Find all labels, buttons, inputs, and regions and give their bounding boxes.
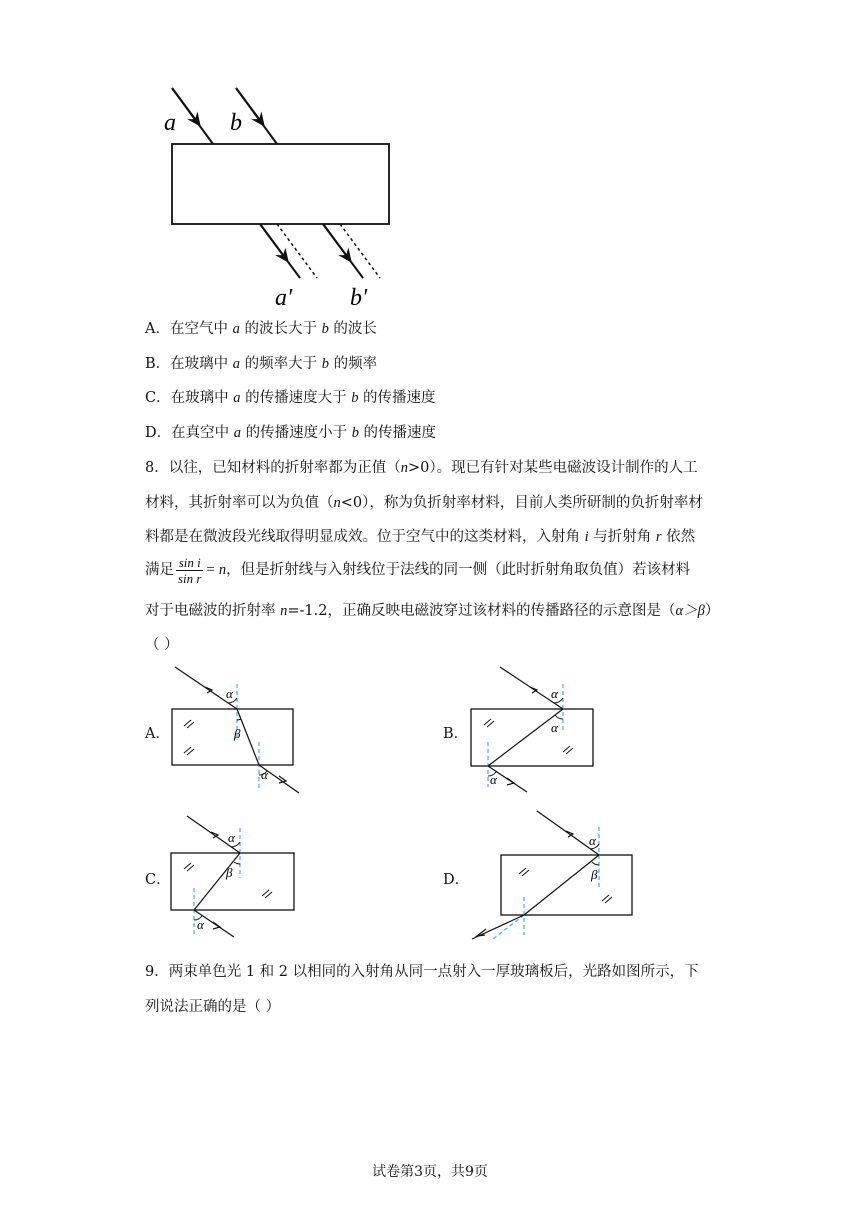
hatch-marks — [484, 719, 573, 754]
refracted-ray — [488, 709, 563, 766]
diagram-d — [465, 805, 640, 945]
q8-option-b-label: B． — [443, 726, 469, 742]
svg-text:α: α — [589, 833, 596, 848]
q8-option-c-label: C． — [145, 872, 171, 888]
q8-line-1: 8．以往，已知材料的折射率都为正值（n>0）。现已有针对某些电磁波设计制作的人工 — [145, 460, 698, 476]
diagram-a-slab — [172, 709, 293, 765]
diagram-d-slab — [501, 855, 632, 915]
diagram-c — [165, 808, 310, 943]
q8-answer-paren: （ ） — [145, 637, 179, 653]
hatch-marks — [519, 868, 612, 903]
page-footer: 试卷第3页，共9页 — [372, 1164, 488, 1180]
glass-slab — [172, 144, 389, 224]
svg-text:α: α — [261, 767, 268, 782]
figure-parallel-slab — [150, 80, 410, 310]
q9-line-1: 9．两束单色光 1 和 2 以相同的入射角从同一点射入一厚玻璃板后，光路如图所示，下 — [145, 964, 699, 980]
diagram-b-slab — [471, 709, 593, 766]
q8-line-3: 料都是在微波段光线取得明显成效。位于空气中的这类材料，入射角 i 与折射角 r 依然 — [145, 529, 696, 545]
dashed-extension-b — [340, 224, 380, 278]
q7-option-c: C．在玻璃中 a 的传播速度大于 b 的传播速度 — [145, 390, 436, 406]
q8-line-2: 材料，其折射率可以为负值（n<0），称为负折射率材料，目前人类所研制的负折射率材 — [145, 495, 703, 511]
svg-text:β: β — [226, 865, 233, 880]
label-b: b — [230, 110, 242, 136]
svg-text:β: β — [234, 726, 241, 741]
svg-text:α: α — [226, 686, 233, 701]
diagram-b — [465, 662, 605, 797]
svg-text:α: α — [490, 772, 497, 787]
svg-text:α: α — [197, 917, 204, 932]
svg-text:β: β — [591, 867, 598, 882]
hatch-marks — [184, 720, 194, 755]
snell-fraction: $\frac{\text{sin i}}{\text{sin r}}$ — [178, 554, 202, 586]
label-b-prime: b′ — [350, 285, 368, 310]
label-a: a — [164, 110, 176, 136]
svg-text:α: α — [228, 830, 235, 845]
svg-text:α: α — [551, 720, 558, 735]
refracted-ray — [524, 855, 599, 915]
q7-option-a: A．在空气中 a 的波长大于 b 的波长 — [145, 321, 377, 337]
q8-option-d-label: D． — [443, 872, 470, 888]
diagram-a — [165, 662, 310, 797]
q8-line-4: 满足 $\frac{\text{sin i}}{\text{sin r}}$ = n，但是折射线与入射线位于法线的同一侧（此时折射角取负值）若该材料 — [145, 554, 691, 586]
q9-line-2: 列说法正确的是（ ） — [145, 999, 281, 1015]
q8-option-a-label: A． — [145, 726, 170, 742]
label-a-prime: a′ — [275, 285, 293, 310]
q8-line-5: 对于电磁波的折射率 n=-1.2，正确反映电磁波穿过该材料的传播路径的示意图是（α＞β） — [145, 603, 720, 619]
refracted-ray — [194, 853, 240, 910]
svg-text:α: α — [551, 686, 558, 701]
dashed-extension-a — [277, 224, 317, 278]
q7-option-b: B．在玻璃中 a 的频率大于 b 的频率 — [145, 356, 378, 372]
q7-option-d: D．在真空中 a 的传播速度小于 b 的传播速度 — [145, 425, 437, 441]
